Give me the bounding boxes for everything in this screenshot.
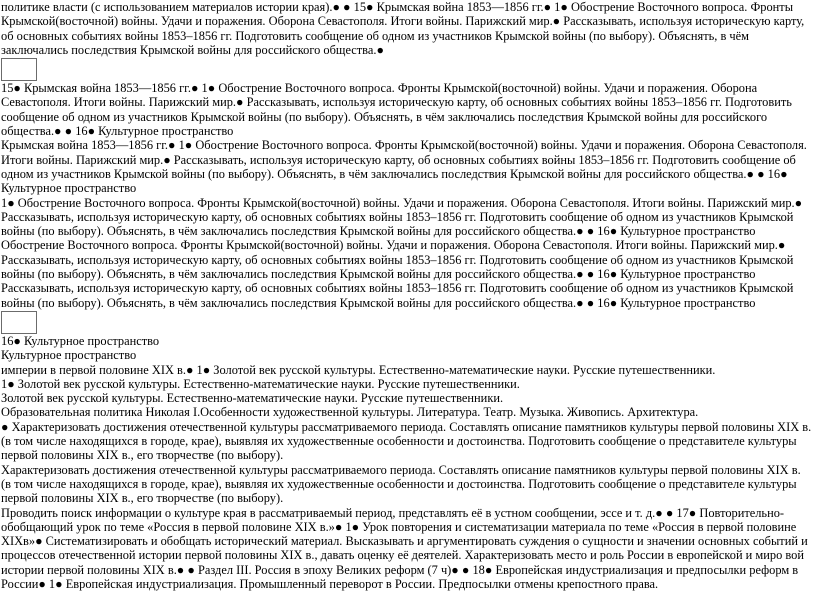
empty-image-placeholder (1, 58, 37, 81)
paragraph-characterize-culture-repeat: Характеризовать достижения отечественной культуры рассматриваемого периода. Составлять описание памятников культуры первой половины XIX в. (в том числе находящихся в городе, крае), выявляя их художественные особенности и достоинства. Подготовить сообщение о представителе культуры первой половины XIX в., его творчестве (по выбору). (1, 463, 813, 506)
paragraph-search-information: Проводить поиск информации о культуре края в рассматриваемый период, представлять её в устном сообщении, эссе и т. д.● ● 17● Повторительно-обобщающий урок по теме «Россия в первой половине XIX в.»● 1● Урок повторения и систематизации материала по теме «Россия в первой половине XIXв»● Систематизировать и обобщать исторический материал. Высказывать и аргументировать суждения о сущности и значении основных событий и процессов отечественной истории первой половины XIX в., давать оценку её деятелей. Характеризовать место и роль России в европейской и миро вой истории первой половины XIX в.● ● Раздел III. Россия в эпоху Великих реформ (7 ч)● ● 18● Европейская индустриализация и предпосылки реформ в России● 1● Европейская индустриализация. Промышленный переворот в России. Предпосылки отмены крепостного права. (1, 506, 813, 591)
empty-image-placeholder (1, 311, 37, 334)
paragraph-empire-first-half: империи в первой половине XIX в.● 1● Золотой век русской культуры. Естественно-математические науки. Русские путешественники. (1, 363, 813, 377)
paragraph-cultural-space: Культурное пространство (1, 348, 813, 362)
paragraph-characterize-culture: ● Характеризовать достижения отечественной культуры рассматриваемого периода. Составлять описание памятников культуры первой половины XIX в. (в том числе находящихся в городе, крае), выявляя их художественные особенности и достоинства. Подготовить сообщение о представителе культуры первой половины XIX в., его творчестве (по выбору). (1, 420, 813, 463)
paragraph-crimean-war-repeat: Крымская война 1853—1856 гг.● 1● Обострение Восточного вопроса. Фронты Крымской(восточной) войны. Удачи и поражения. Оборона Севастополя. Итоги войны. Парижский мир.● Рассказывать, используя историческую карту, об основных событиях войны 1853–1856 гг. Подготовить сообщение об одном из участников Крымской войны (по выбору). Объяснять, в чём заключались последствия Крымской войны для российского общества.● ● 16● Культурное пространство (1, 138, 813, 195)
paragraph-cultural-space-heading: 16● Культурное пространство (1, 334, 813, 348)
paragraph-crimean-war-end: политике власти (с использованием материалов истории края).● ● 15● Крымская война 1853—1856 гг.● 1● Обострение Восточного вопроса. Фронты Крымской(восточной) войны. Удачи и поражения. Оборона Севастополя. Итоги войны. Парижский мир.● Рассказывать, используя историческую карту, об основных событиях войны 1853–1856 гг. Подготовить сообщение об одном из участников Крымской войны (по выбору). Объяснять, в чём заключались последствия Крымской войны для российского общества.● (1, 0, 813, 57)
paragraph-eastern-question-repeat: Обострение Восточного вопроса. Фронты Крымской(восточной) войны. Удачи и поражения. Оборона Севастополя. Итоги войны. Парижский мир.● Рассказывать, используя историческую карту, об основных событиях войны 1853–1856 гг. Подготовить сообщение об одном из участников Крымской войны (по выбору). Объяснять, в чём заключались последствия Крымской войны для российского общества.● ● 16● Культурное пространство (1, 238, 813, 281)
paragraph-eastern-question: 1● Обострение Восточного вопроса. Фронты Крымской(восточной) войны. Удачи и поражения. Оборона Севастополя. Итоги войны. Парижский мир.● Рассказывать, используя историческую карту, об основных событиях войны 1853–1856 гг. Подготовить сообщение об одном из участников Крымской войны (по выбору). Объяснять, в чём заключались последствия Крымской войны для российского общества.● ● 16● Культурное пространство (1, 196, 813, 239)
paragraph-golden-age-repeat: Золотой век русской культуры. Естественно-математические науки. Русские путешественники. (1, 391, 813, 405)
paragraph-golden-age: 1● Золотой век русской культуры. Естественно-математические науки. Русские путешественники. (1, 377, 813, 391)
paragraph-crimean-war: 15● Крымская война 1853—1856 гг.● 1● Обострение Восточного вопроса. Фронты Крымской(восточной) войны. Удачи и поражения. Оборона Севастополя. Итоги войны. Парижский мир.● Рассказывать, используя историческую карту, об основных событиях войны 1853–1856 гг. Подготовить сообщение об одном из участников Крымской войны (по выбору). Объяснять, в чём заключались последствия Крымской войны для российского общества.● ● 16● Культурное пространство (1, 81, 813, 138)
paragraph-tell-using-map: Рассказывать, используя историческую карту, об основных событиях войны 1853–1856 гг. Подготовить сообщение об одном из участников Крымской войны (по выбору). Объяснять, в чём заключались последствия Крымской войны для российского общества.● ● 16● Культурное пространство (1, 281, 813, 310)
paragraph-education-policy: Образовательная политика Николая I.Особенности художественной культуры. Литература. Театр. Музыка. Живопись. Архитектура. (1, 405, 813, 419)
